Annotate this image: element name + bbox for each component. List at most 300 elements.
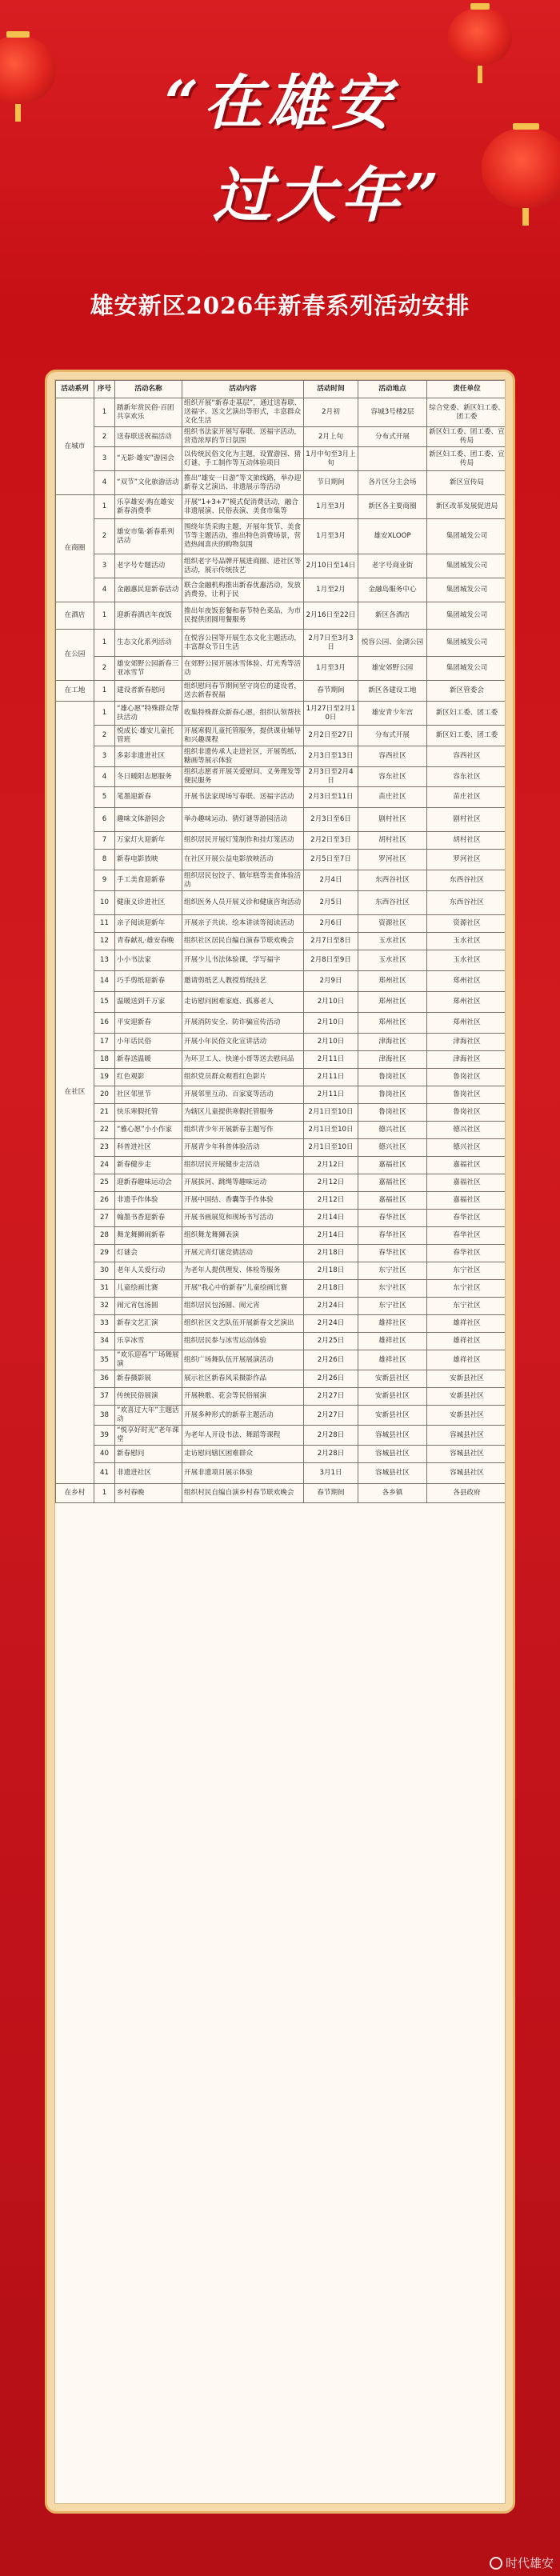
responsible-unit-cell: 嘉福社区 — [427, 1157, 506, 1174]
responsible-unit-cell: 春华社区 — [427, 1245, 506, 1262]
watermark-text: 时代雄安 — [505, 2556, 554, 2570]
responsible-unit-cell: 雄祥社区 — [427, 1333, 506, 1350]
activity-content-cell: 为老年人提供理发、体检等服务 — [182, 1262, 304, 1280]
responsible-unit-cell: 东西谷社区 — [427, 891, 506, 915]
activity-name-cell: 巧手剪纸迎新春 — [115, 971, 182, 992]
activity-name-cell: 灯谜会 — [115, 1245, 182, 1262]
table-row — [56, 1350, 506, 1370]
activity-location-cell: 各乡镇 — [358, 1484, 427, 1503]
activity-name-cell: 新春摄影展 — [115, 1370, 182, 1388]
activity-time-cell: 2月6日 — [304, 915, 358, 933]
activity-location-cell: 老字号商业街 — [358, 554, 427, 578]
activity-content-cell: 组织居民开展灯笼制作和挂灯笼活动 — [182, 832, 304, 850]
table-row — [56, 1484, 506, 1503]
responsible-unit-cell: 集团城发公司 — [427, 630, 506, 657]
schedule-table — [55, 380, 506, 1503]
table-row — [56, 427, 506, 447]
index-cell: 28 — [94, 1227, 115, 1245]
index-cell: 38 — [94, 1406, 115, 1426]
table-body — [56, 398, 506, 1503]
activity-time-cell: 2月12日 — [304, 1192, 358, 1210]
index-cell: 41 — [94, 1463, 115, 1484]
activity-location-cell: 鲁岗社区 — [358, 1069, 427, 1086]
activity-content-cell: 开展中国结、香囊等手作体验 — [182, 1192, 304, 1210]
table-row — [56, 1192, 506, 1210]
responsible-unit-cell: 新区宣传局 — [427, 471, 506, 495]
activity-content-cell: 展示社区新春风采摄影作品 — [182, 1370, 304, 1388]
activity-name-cell: “悦享好时光”老年课堂 — [115, 1426, 182, 1446]
table-row — [56, 1122, 506, 1139]
table-row — [56, 933, 506, 950]
activity-location-cell: 雄安青少年宫 — [358, 702, 427, 726]
activity-time-cell: 春节期间 — [304, 1484, 358, 1503]
activity-name-cell: 乐享雄安·购在雄安新春消费季 — [115, 495, 182, 519]
activity-name-cell: 手工美食迎新春 — [115, 870, 182, 891]
activity-time-cell: 2月4日 — [304, 870, 358, 891]
responsible-unit-cell: 郑州社区 — [427, 971, 506, 992]
activity-location-cell: 罗河社区 — [358, 850, 427, 870]
activity-location-cell: 郑州社区 — [358, 992, 427, 1013]
responsible-unit-cell: 春华社区 — [427, 1227, 506, 1245]
index-cell: 8 — [94, 850, 115, 870]
activity-time-cell: 2月27日 — [304, 1388, 358, 1406]
activity-name-cell: 乡村春晚 — [115, 1484, 182, 1503]
activity-location-cell: 雄安XLOOP — [358, 519, 427, 554]
table-row — [56, 554, 506, 578]
responsible-unit-cell: 各县政府 — [427, 1484, 506, 1503]
index-cell: 20 — [94, 1086, 115, 1104]
activity-content-cell: 开展寒假儿童托管服务，提供课业辅导和兴趣课程 — [182, 726, 304, 746]
activity-time-cell: 2月24日 — [304, 1315, 358, 1333]
responsible-unit-cell: 玉水社区 — [427, 950, 506, 971]
responsible-unit-cell: 新区管委会 — [427, 681, 506, 702]
activity-time-cell: 1月至3月 — [304, 495, 358, 519]
series-cell: 在酒店 — [56, 602, 94, 630]
responsible-unit-cell: 德兴社区 — [427, 1122, 506, 1139]
responsible-unit-cell: 东宁社区 — [427, 1262, 506, 1280]
activity-time-cell: 2月1日至10日 — [304, 1104, 358, 1122]
index-cell: 11 — [94, 915, 115, 933]
table-row — [56, 808, 506, 832]
activity-content-cell: 在社区开展公益电影放映活动 — [182, 850, 304, 870]
index-cell: 26 — [94, 1192, 115, 1210]
table-row — [56, 1139, 506, 1157]
watermark — [490, 2554, 554, 2571]
activity-name-cell: 新春送温暖 — [115, 1051, 182, 1069]
activity-content-cell: 开展多种形式的新春主题活动 — [182, 1406, 304, 1426]
activity-name-cell: “欢乐迎春”广场舞展演 — [115, 1350, 182, 1370]
index-cell: 29 — [94, 1245, 115, 1262]
activity-time-cell: 2月10日 — [304, 1013, 358, 1034]
activity-location-cell: 玉水社区 — [358, 950, 427, 971]
responsible-unit-cell: 新区妇工委、团工委 — [427, 726, 506, 746]
index-cell: 2 — [94, 427, 115, 447]
activity-content-cell: 开展“我心中的新春”儿童绘画比赛 — [182, 1280, 304, 1298]
activity-time-cell: 1月至3月 — [304, 519, 358, 554]
activity-name-cell: 乐享冰雪 — [115, 1333, 182, 1350]
activity-location-cell: 悦容公园、金湖公园 — [358, 630, 427, 657]
series-cell: 在城市 — [56, 398, 94, 495]
table-row — [56, 1315, 506, 1333]
activity-location-cell: 容西社区 — [358, 746, 427, 767]
activity-location-cell: 金融岛服务中心 — [358, 578, 427, 602]
series-cell: 在工地 — [56, 681, 94, 702]
activity-name-cell: 迎新春酒店年夜饭 — [115, 602, 182, 630]
activity-content-cell: 组织居民包汤圆、闹元宵 — [182, 1298, 304, 1315]
table-row — [56, 1370, 506, 1388]
activity-time-cell: 2月初 — [304, 398, 358, 427]
title-line-1: “在雄安 — [164, 69, 396, 138]
activity-name-cell: 非遗进社区 — [115, 1463, 182, 1484]
activity-time-cell: 2月16日至22日 — [304, 602, 358, 630]
activity-time-cell: 2月14日 — [304, 1210, 358, 1227]
responsible-unit-cell: 郑州社区 — [427, 1013, 506, 1034]
activity-name-cell: 平安迎新春 — [115, 1013, 182, 1034]
activity-content-cell: 为老年人开设书法、舞蹈等课程 — [182, 1426, 304, 1446]
responsible-unit-cell: 鲁岗社区 — [427, 1069, 506, 1086]
activity-location-cell: 分布式开展 — [358, 427, 427, 447]
activity-content-cell: 为环卫工人、快递小哥等送去慰问品 — [182, 1051, 304, 1069]
index-cell: 10 — [94, 891, 115, 915]
table-row — [56, 1104, 506, 1122]
index-cell: 37 — [94, 1388, 115, 1406]
table-row — [56, 1280, 506, 1298]
activity-content-cell: 组织社区文艺队伍开展新春文艺演出 — [182, 1315, 304, 1333]
activity-location-cell: 安新县社区 — [358, 1406, 427, 1426]
activity-time-cell: 2月1日至10日 — [304, 1139, 358, 1157]
activity-time-cell: 1月至3月 — [304, 657, 358, 681]
index-cell: 23 — [94, 1139, 115, 1157]
table-row — [56, 1463, 506, 1484]
activity-content-cell: 推出“雄安一日游”等文旅线路，举办迎新春文艺演出、非遗展示等活动 — [182, 471, 304, 495]
index-cell: 25 — [94, 1174, 115, 1192]
table-row — [56, 630, 506, 657]
page-title — [48, 56, 512, 234]
responsible-unit-cell: 集团城发公司 — [427, 554, 506, 578]
activity-location-cell: 春华社区 — [358, 1245, 427, 1262]
activity-time-cell: 1月至2月 — [304, 578, 358, 602]
header-cell: 活动时间 — [304, 381, 358, 398]
activity-name-cell: 新春慰问 — [115, 1446, 182, 1463]
responsible-unit-cell: 鲁岗社区 — [427, 1086, 506, 1104]
activity-location-cell: 胡村社区 — [358, 832, 427, 850]
activity-time-cell: 2月2日至3日 — [304, 832, 358, 850]
header-cell: 活动内容 — [182, 381, 304, 398]
activity-content-cell: 组织党员群众观看红色影片 — [182, 1069, 304, 1086]
table-row — [56, 1245, 506, 1262]
activity-location-cell: 嘉福社区 — [358, 1174, 427, 1192]
activity-content-cell: 围绕年货采购主题，开展年货节、美食节等主题活动，推出特色消费场景，营造热闹喜庆的购物氛围 — [182, 519, 304, 554]
activity-name-cell: 金融惠民迎新春活动 — [115, 578, 182, 602]
activity-time-cell: 2月12日 — [304, 1174, 358, 1192]
activity-time-cell: 2月9日 — [304, 971, 358, 992]
responsible-unit-cell: 罗河社区 — [427, 850, 506, 870]
activity-time-cell: 2月11日 — [304, 1069, 358, 1086]
activity-content-cell: 在悦容公园等开展生态文化主题活动，丰富群众节日生活 — [182, 630, 304, 657]
table-row — [56, 1210, 506, 1227]
activity-content-cell: 邀请剪纸艺人教授剪纸技艺 — [182, 971, 304, 992]
table-row — [56, 1388, 506, 1406]
index-cell: 1 — [94, 702, 115, 726]
activity-location-cell: 雄安郊野公园 — [358, 657, 427, 681]
series-cell: 在公园 — [56, 630, 94, 681]
activity-time-cell: 2月14日 — [304, 1227, 358, 1245]
table-row — [56, 1051, 506, 1069]
responsible-unit-cell: 综合党委、新区妇工委、团工委 — [427, 398, 506, 427]
activity-time-cell: 2月10日 — [304, 1034, 358, 1051]
activity-content-cell: 组织慰问春节期间坚守岗位的建设者，送去新春祝福 — [182, 681, 304, 702]
activity-location-cell: 容城县社区 — [358, 1446, 427, 1463]
table-row — [56, 1333, 506, 1350]
activity-content-cell: 为辖区儿童提供寒假托管服务 — [182, 1104, 304, 1122]
index-cell: 1 — [94, 630, 115, 657]
responsible-unit-cell: 东宁社区 — [427, 1298, 506, 1315]
table-row — [56, 1262, 506, 1280]
index-cell: 2 — [94, 519, 115, 554]
activity-location-cell: 东宁社区 — [358, 1298, 427, 1315]
responsible-unit-cell: 集团城发公司 — [427, 578, 506, 602]
responsible-unit-cell: 嘉福社区 — [427, 1192, 506, 1210]
activity-content-cell: 开展秧歌、花会等民俗展演 — [182, 1388, 304, 1406]
responsible-unit-cell: 容城县社区 — [427, 1426, 506, 1446]
activity-name-cell: 建设者新春慰问 — [115, 681, 182, 702]
index-cell: 21 — [94, 1104, 115, 1122]
activity-location-cell: 安新县社区 — [358, 1388, 427, 1406]
activity-name-cell: 冬日暖阳志愿服务 — [115, 767, 182, 787]
page-subtitle: 雄安新区2026年新春系列活动安排 — [90, 292, 470, 319]
activity-location-cell: 苗庄社区 — [358, 787, 427, 808]
responsible-unit-cell: 苗庄社区 — [427, 787, 506, 808]
activity-content-cell: 组织医务人员开展义诊和健康咨询活动 — [182, 891, 304, 915]
activity-name-cell: 新春文艺汇演 — [115, 1315, 182, 1333]
activity-time-cell: 2月11日 — [304, 1051, 358, 1069]
activity-location-cell: 剧村社区 — [358, 808, 427, 832]
responsible-unit-cell: 容西社区 — [427, 746, 506, 767]
responsible-unit-cell: 剧村社区 — [427, 808, 506, 832]
header-cell: 活动系列 — [56, 381, 94, 398]
activity-location-cell: 雄祥社区 — [358, 1350, 427, 1370]
activity-name-cell: 快乐寒假托管 — [115, 1104, 182, 1122]
title-line-2: 过大年” — [212, 162, 444, 230]
activity-time-cell: 2月11日 — [304, 1086, 358, 1104]
index-cell: 19 — [94, 1069, 115, 1086]
activity-name-cell: 小年话民俗 — [115, 1034, 182, 1051]
activity-location-cell: 鲁岗社区 — [358, 1104, 427, 1122]
index-cell: 14 — [94, 971, 115, 992]
activity-content-cell: 开展消防安全、防诈骗宣传活动 — [182, 1013, 304, 1034]
index-cell: 1 — [94, 602, 115, 630]
activity-content-cell: 组织居民开展健步走活动 — [182, 1157, 304, 1174]
activity-location-cell: 新区各建设工地 — [358, 681, 427, 702]
activity-name-cell: 趣味文体游园会 — [115, 808, 182, 832]
table-row — [56, 447, 506, 471]
activity-time-cell: 春节期间 — [304, 681, 358, 702]
activity-location-cell: 德兴社区 — [358, 1139, 427, 1157]
activity-time-cell: 2月5日 — [304, 891, 358, 915]
activity-time-cell: 1月中旬至3月上旬 — [304, 447, 358, 471]
index-cell: 40 — [94, 1446, 115, 1463]
responsible-unit-cell: 新区妇工委、团工委 — [427, 702, 506, 726]
table-row — [56, 915, 506, 933]
index-cell: 33 — [94, 1315, 115, 1333]
activity-location-cell: 郑州社区 — [358, 1013, 427, 1034]
index-cell: 35 — [94, 1350, 115, 1370]
index-cell: 12 — [94, 933, 115, 950]
activity-location-cell: 各片区分主会场 — [358, 471, 427, 495]
responsible-unit-cell: 雄祥社区 — [427, 1350, 506, 1370]
activity-time-cell: 2月26日 — [304, 1350, 358, 1370]
index-cell: 24 — [94, 1157, 115, 1174]
activity-location-cell: 雄祥社区 — [358, 1333, 427, 1350]
index-cell: 22 — [94, 1122, 115, 1139]
activity-name-cell: “雄心愿”特殊群众帮扶活动 — [115, 702, 182, 726]
responsible-unit-cell: 德兴社区 — [427, 1139, 506, 1157]
weibo-logo-icon — [490, 2557, 502, 2570]
activity-time-cell: 2月10日至14日 — [304, 554, 358, 578]
table-row — [56, 1034, 506, 1051]
table-row — [56, 746, 506, 767]
activity-time-cell: 2月7日至3月3日 — [304, 630, 358, 657]
activity-time-cell: 2月3日至6日 — [304, 808, 358, 832]
activity-location-cell: 东西谷社区 — [358, 870, 427, 891]
activity-content-cell: 开展拔河、跳绳等趣味运动 — [182, 1174, 304, 1192]
responsible-unit-cell: 安新县社区 — [427, 1388, 506, 1406]
activity-content-cell: 组织老字号品牌开展进商圈、进社区等活动，展示传统技艺 — [182, 554, 304, 578]
activity-time-cell: 2月3日至13日 — [304, 746, 358, 767]
activity-time-cell: 2月8日至9日 — [304, 950, 358, 971]
index-cell: 27 — [94, 1210, 115, 1227]
activity-content-cell: 开展书画展览和现场书写活动 — [182, 1210, 304, 1227]
index-cell: 2 — [94, 657, 115, 681]
activity-location-cell: 津海社区 — [358, 1034, 427, 1051]
activity-name-cell: 红色观影 — [115, 1069, 182, 1086]
responsible-unit-cell: 新区妇工委、团工委、宣传局 — [427, 427, 506, 447]
index-cell: 4 — [94, 471, 115, 495]
activity-location-cell: 郑州社区 — [358, 971, 427, 992]
table-row — [56, 578, 506, 602]
activity-content-cell: 组织书法家开展写春联、送福字活动，营造浓厚的节日氛围 — [182, 427, 304, 447]
responsible-unit-cell: 安新县社区 — [427, 1406, 506, 1426]
activity-time-cell: 2月18日 — [304, 1262, 358, 1280]
activity-content-cell: 组织村民自编自演乡村春节联欢晚会 — [182, 1484, 304, 1503]
table-row — [56, 1157, 506, 1174]
index-cell: 1 — [94, 681, 115, 702]
table-header-row — [56, 381, 506, 398]
table-row — [56, 681, 506, 702]
activity-content-cell: 组织舞龙舞狮表演 — [182, 1227, 304, 1245]
activity-location-cell: 新区各主要商圈 — [358, 495, 427, 519]
activity-location-cell: 分布式开展 — [358, 726, 427, 746]
activity-name-cell: 雄安市集·新春系列活动 — [115, 519, 182, 554]
activity-location-cell: 容城县社区 — [358, 1426, 427, 1446]
activity-location-cell: 津海社区 — [358, 1051, 427, 1069]
activity-location-cell: 安新县社区 — [358, 1370, 427, 1388]
table-row — [56, 1086, 506, 1104]
activity-content-cell: 收集特殊群众新春心愿，组织认领帮扶 — [182, 702, 304, 726]
activity-name-cell: 亲子阅读迎新年 — [115, 915, 182, 933]
activity-content-cell: 组织非遗传承人走进社区，开展剪纸、糖画等展示体验 — [182, 746, 304, 767]
header-cell: 序号 — [94, 381, 115, 398]
table-row — [56, 870, 506, 891]
index-cell: 3 — [94, 554, 115, 578]
index-cell: 1 — [94, 1484, 115, 1503]
activity-name-cell: 科普进社区 — [115, 1139, 182, 1157]
series-cell: 在商圈 — [56, 495, 94, 602]
activity-location-cell: 东宁社区 — [358, 1280, 427, 1298]
activity-time-cell: 2月3日至2月4日 — [304, 767, 358, 787]
responsible-unit-cell: 嘉福社区 — [427, 1174, 506, 1192]
activity-name-cell: 健康义诊进社区 — [115, 891, 182, 915]
activity-location-cell: 资源社区 — [358, 915, 427, 933]
activity-content-cell: 以传统民俗文化为主题，设置游园、猜灯谜、手工制作等互动体验项目 — [182, 447, 304, 471]
activity-location-cell: 嘉福社区 — [358, 1192, 427, 1210]
header-cell: 责任单位 — [427, 381, 506, 398]
responsible-unit-cell: 安新县社区 — [427, 1370, 506, 1388]
table-row — [56, 1227, 506, 1245]
table-row — [56, 1446, 506, 1463]
activity-name-cell: “欢喜过大年”主题活动 — [115, 1406, 182, 1426]
table-row — [56, 832, 506, 850]
responsible-unit-cell: 津海社区 — [427, 1034, 506, 1051]
table-row — [56, 971, 506, 992]
activity-name-cell: 温暖送到千万家 — [115, 992, 182, 1013]
activity-name-cell: 多彩非遗进社区 — [115, 746, 182, 767]
activity-name-cell: 悦成长·雄安儿童托管班 — [115, 726, 182, 746]
activity-time-cell: 2月25日 — [304, 1333, 358, 1350]
activity-location-cell: 德兴社区 — [358, 1122, 427, 1139]
table-row — [56, 767, 506, 787]
responsible-unit-cell: 集团城发公司 — [427, 657, 506, 681]
activity-location-cell: 容城县社区 — [358, 1463, 427, 1484]
activity-content-cell: 开展书法家现场写春联、送福字活动 — [182, 787, 304, 808]
activity-time-cell: 1月27日至2月10日 — [304, 702, 358, 726]
index-cell: 5 — [94, 787, 115, 808]
activity-content-cell: 开展非遗项目展示体验 — [182, 1463, 304, 1484]
index-cell: 4 — [94, 578, 115, 602]
activity-location-cell: 玉水社区 — [358, 933, 427, 950]
activity-name-cell: 送春联送祝福活动 — [115, 427, 182, 447]
index-cell: 36 — [94, 1370, 115, 1388]
table-row — [56, 398, 506, 427]
index-cell: 13 — [94, 950, 115, 971]
table-row — [56, 726, 506, 746]
table-row — [56, 602, 506, 630]
activity-time-cell: 2月24日 — [304, 1298, 358, 1315]
activity-content-cell: 组织开展“新春走基层”，通过送春联、送福字、送文艺演出等形式，丰富群众文化生活 — [182, 398, 304, 427]
activity-time-cell: 2月2日至27日 — [304, 726, 358, 746]
activity-content-cell: 组织居民参与冰雪运动体验 — [182, 1333, 304, 1350]
table-row — [56, 1298, 506, 1315]
activity-name-cell: 舞龙舞狮闹新春 — [115, 1227, 182, 1245]
activity-name-cell: 万家灯火迎新年 — [115, 832, 182, 850]
index-cell: 32 — [94, 1298, 115, 1315]
activity-location-cell: 新区各酒店 — [358, 602, 427, 630]
activity-name-cell: 生态文化系列活动 — [115, 630, 182, 657]
index-cell: 1 — [94, 495, 115, 519]
index-cell: 39 — [94, 1426, 115, 1446]
activity-content-cell: 开展元宵灯谜竞猜活动 — [182, 1245, 304, 1262]
activity-content-cell: 在郊野公园开展冰雪体验、灯光秀等活动 — [182, 657, 304, 681]
table-row — [56, 891, 506, 915]
table-row — [56, 850, 506, 870]
activity-name-cell: 踏新年赏民俗·百团共享欢乐 — [115, 398, 182, 427]
activity-name-cell: 社区邻里节 — [115, 1086, 182, 1104]
activity-time-cell: 2月26日 — [304, 1370, 358, 1388]
table-row — [56, 1426, 506, 1446]
activity-location-cell: 春华社区 — [358, 1210, 427, 1227]
activity-name-cell: “雅心愿”小小作家 — [115, 1122, 182, 1139]
activity-content-cell: 组织居民包饺子、做年糕等美食体验活动 — [182, 870, 304, 891]
